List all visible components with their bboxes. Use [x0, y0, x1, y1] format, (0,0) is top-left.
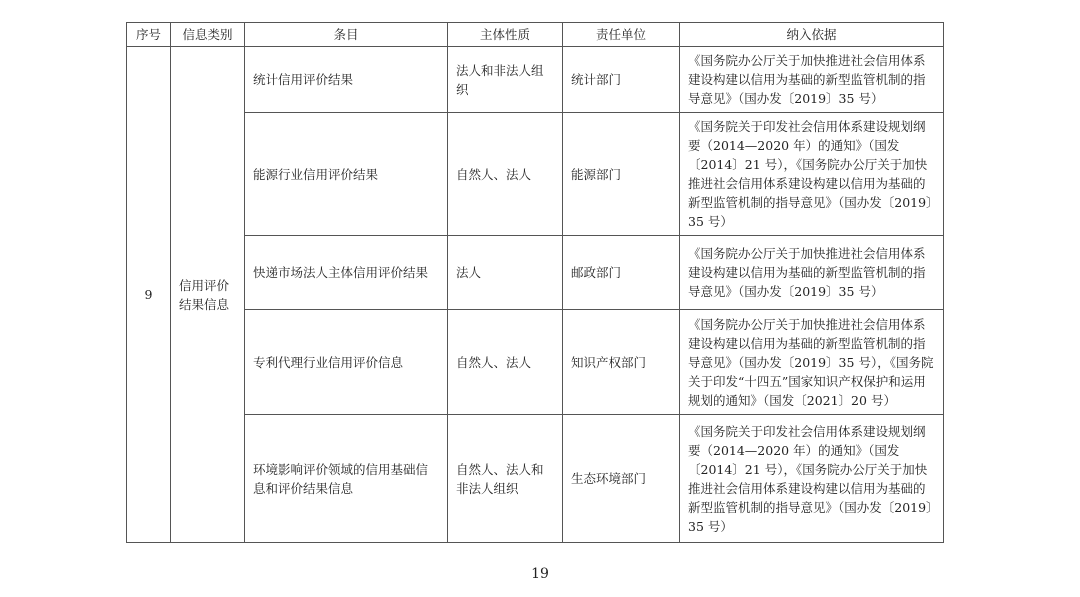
basis-cell: 《国务院办公厅关于加快推进社会信用体系建设构建以信用为基础的新型监管机制的指导意见》（国办发〔2019〕35 号），《国务院关于印发“十四五”国家知识产权保护和运用规划的通知》（国发〔2021〕20 号）	[680, 310, 944, 415]
table-header-row	[127, 23, 944, 47]
item-cell: 能源行业信用评价结果	[245, 113, 448, 236]
basis-cell: 《国务院办公厅关于加快推进社会信用体系建设构建以信用为基础的新型监管机制的指导意见》（国办发〔2019〕35 号）	[680, 236, 944, 310]
table-row	[127, 113, 944, 236]
header-seq: 序号	[127, 23, 171, 47]
header-item: 条目	[245, 23, 448, 47]
unit-cell: 生态环境部门	[563, 415, 680, 543]
table-row	[127, 47, 944, 113]
item-cell: 专利代理行业信用评价信息	[245, 310, 448, 415]
subject-cell: 自然人、法人	[448, 113, 563, 236]
basis-cell: 《国务院关于印发社会信用体系建设规划纲要（2014—2020 年）的通知》（国发〔2014〕21 号），《国务院办公厅关于加快推进社会信用体系建设构建以信用为基础的新型监管机制的指导意见》（国办发〔2019〕35 号）	[680, 113, 944, 236]
unit-cell: 知识产权部门	[563, 310, 680, 415]
credit-info-table	[126, 22, 944, 543]
unit-cell: 统计部门	[563, 47, 680, 113]
page-number: 19	[531, 566, 549, 582]
subject-cell: 法人	[448, 236, 563, 310]
subject-cell: 法人和非法人组织	[448, 47, 563, 113]
category-cell: 信用评价结果信息	[171, 47, 245, 543]
item-cell: 统计信用评价结果	[245, 47, 448, 113]
item-cell: 快递市场法人主体信用评价结果	[245, 236, 448, 310]
table-row	[127, 310, 944, 415]
subject-cell: 自然人、法人	[448, 310, 563, 415]
header-basis: 纳入依据	[680, 23, 944, 47]
table-row	[127, 415, 944, 543]
table-row	[127, 236, 944, 310]
unit-cell: 邮政部门	[563, 236, 680, 310]
header-unit: 责任单位	[563, 23, 680, 47]
subject-cell: 自然人、法人和非法人组织	[448, 415, 563, 543]
header-subject: 主体性质	[448, 23, 563, 47]
basis-cell: 《国务院办公厅关于加快推进社会信用体系建设构建以信用为基础的新型监管机制的指导意见》（国办发〔2019〕35 号）	[680, 47, 944, 113]
item-cell: 环境影响评价领域的信用基础信息和评价结果信息	[245, 415, 448, 543]
header-category: 信息类别	[171, 23, 245, 47]
unit-cell: 能源部门	[563, 113, 680, 236]
seq-cell: 9	[127, 47, 171, 543]
basis-cell: 《国务院关于印发社会信用体系建设规划纲要（2014—2020 年）的通知》（国发〔2014〕21 号），《国务院办公厅关于加快推进社会信用体系建设构建以信用为基础的新型监管机制的指导意见》（国办发〔2019〕35 号）	[680, 415, 944, 543]
